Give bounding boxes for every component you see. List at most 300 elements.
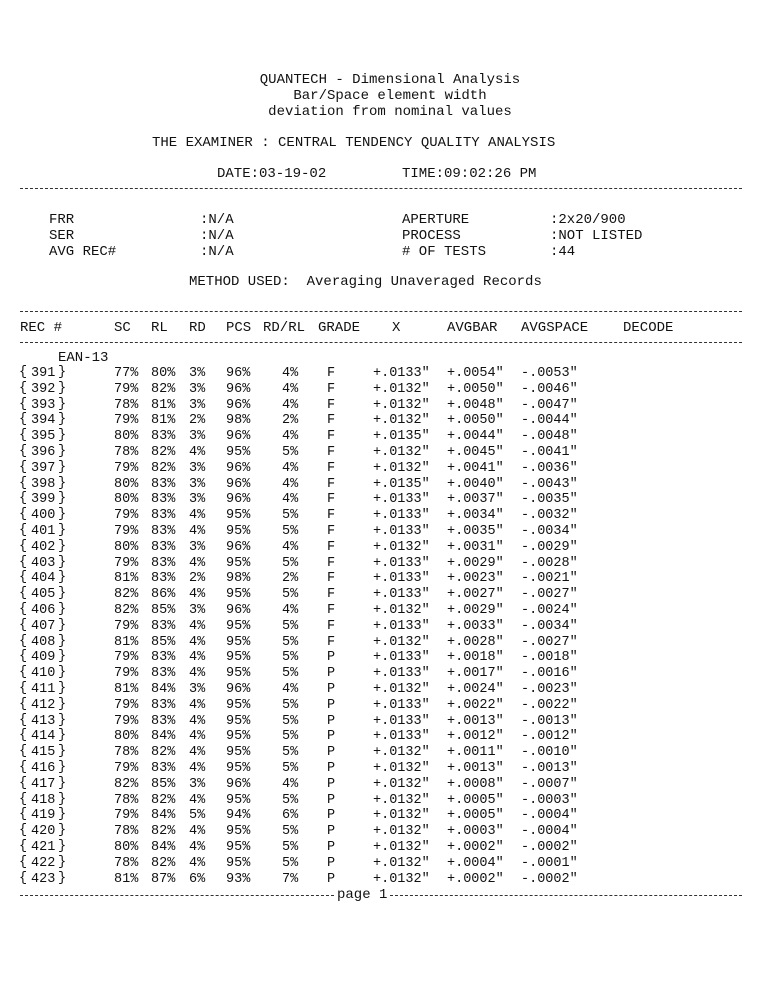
rd-value: 4% bbox=[189, 840, 206, 855]
rdrl-value: 4% bbox=[282, 460, 299, 476]
left-brace: { bbox=[19, 396, 28, 412]
rec-number: 416 bbox=[31, 761, 56, 776]
rdrl-value: 5% bbox=[282, 508, 299, 524]
rd-value: 4% bbox=[189, 618, 206, 634]
x-value: +.0132" bbox=[373, 460, 430, 476]
avgbar-value: +.0018" bbox=[447, 650, 504, 666]
pcs-value: 96% bbox=[226, 460, 251, 476]
col-header-x: X bbox=[392, 320, 401, 336]
sc-value: 79% bbox=[114, 381, 139, 397]
left-brace: { bbox=[19, 459, 28, 475]
x-value: +.0133" bbox=[373, 492, 430, 508]
avgbar-value: +.0029" bbox=[447, 603, 504, 618]
right-brace: } bbox=[58, 681, 67, 696]
sc-value: 79% bbox=[114, 713, 139, 729]
grade-value: P bbox=[327, 697, 336, 713]
x-value: +.0132" bbox=[373, 397, 430, 413]
pcs-value: 98% bbox=[226, 413, 251, 429]
rd-value: 6% bbox=[189, 871, 206, 887]
left-brace: { bbox=[19, 554, 28, 570]
left-brace: { bbox=[19, 617, 28, 633]
rl-value: 83% bbox=[151, 571, 176, 587]
sc-value: 82% bbox=[114, 776, 139, 792]
right-brace: } bbox=[58, 491, 67, 507]
rec-number: 412 bbox=[31, 697, 56, 713]
right-brace: } bbox=[58, 712, 67, 728]
param-value: :N/A bbox=[200, 228, 234, 244]
rec-number: 395 bbox=[31, 429, 56, 445]
avgspace-value: -.0012" bbox=[521, 729, 578, 745]
pcs-value: 95% bbox=[226, 445, 251, 460]
grade-value: F bbox=[327, 634, 336, 650]
pcs-value: 96% bbox=[226, 682, 251, 697]
rec-number: 399 bbox=[31, 492, 56, 508]
rdrl-value: 4% bbox=[282, 682, 299, 697]
pcs-value: 95% bbox=[226, 824, 251, 840]
left-brace: { bbox=[19, 712, 28, 728]
rl-value: 82% bbox=[151, 445, 176, 460]
avgbar-value: +.0002" bbox=[447, 871, 504, 887]
left-brace: { bbox=[19, 428, 28, 444]
rl-value: 83% bbox=[151, 476, 176, 492]
rd-value: 4% bbox=[189, 650, 206, 666]
rec-number: 422 bbox=[31, 855, 56, 871]
avgspace-value: -.0002" bbox=[521, 871, 578, 887]
right-brace: } bbox=[58, 696, 67, 712]
rdrl-value: 5% bbox=[282, 840, 299, 855]
rec-number: 405 bbox=[31, 587, 56, 603]
rd-value: 4% bbox=[189, 445, 206, 460]
rl-value: 83% bbox=[151, 697, 176, 713]
rec-number: 411 bbox=[31, 682, 56, 697]
left-brace: { bbox=[19, 570, 28, 586]
sc-value: 78% bbox=[114, 745, 139, 761]
rd-value: 4% bbox=[189, 761, 206, 776]
avgspace-value: -.0002" bbox=[521, 840, 578, 855]
avgspace-value: -.0043" bbox=[521, 476, 578, 492]
grade-value: P bbox=[327, 729, 336, 745]
sc-value: 79% bbox=[114, 808, 139, 824]
rd-value: 3% bbox=[189, 476, 206, 492]
rec-number: 417 bbox=[31, 776, 56, 792]
sc-value: 81% bbox=[114, 871, 139, 887]
rd-value: 4% bbox=[189, 634, 206, 650]
rd-value: 4% bbox=[189, 697, 206, 713]
rl-value: 84% bbox=[151, 840, 176, 855]
avgspace-value: -.0046" bbox=[521, 381, 578, 397]
x-value: +.0132" bbox=[373, 539, 430, 555]
avgspace-value: -.0047" bbox=[521, 397, 578, 413]
sc-value: 79% bbox=[114, 460, 139, 476]
col-header-rl: RL bbox=[151, 320, 168, 336]
rec-number: 391 bbox=[31, 366, 56, 381]
rec-number: 421 bbox=[31, 840, 56, 855]
rec-number: 393 bbox=[31, 397, 56, 413]
param-value: :44 bbox=[550, 244, 576, 260]
right-brace: } bbox=[58, 728, 67, 744]
right-brace: } bbox=[58, 538, 67, 554]
grade-value: P bbox=[327, 840, 336, 855]
avgspace-value: -.0022" bbox=[521, 697, 578, 713]
avgspace-value: -.0035" bbox=[521, 492, 578, 508]
sc-value: 80% bbox=[114, 729, 139, 745]
avgspace-value: -.0036" bbox=[521, 460, 578, 476]
x-value: +.0132" bbox=[373, 824, 430, 840]
rec-number: 397 bbox=[31, 460, 56, 476]
sc-value: 82% bbox=[114, 603, 139, 618]
separator bbox=[390, 895, 742, 896]
left-brace: { bbox=[19, 633, 28, 649]
x-value: +.0133" bbox=[373, 587, 430, 603]
right-brace: } bbox=[58, 633, 67, 649]
rdrl-value: 5% bbox=[282, 824, 299, 840]
pcs-value: 96% bbox=[226, 492, 251, 508]
left-brace: { bbox=[19, 823, 28, 839]
right-brace: } bbox=[58, 617, 67, 633]
avgbar-value: +.0050" bbox=[447, 381, 504, 397]
right-brace: } bbox=[58, 459, 67, 475]
right-brace: } bbox=[58, 412, 67, 428]
avgspace-value: -.0044" bbox=[521, 413, 578, 429]
x-value: +.0132" bbox=[373, 761, 430, 776]
report-time: TIME:09:02:26 PM bbox=[402, 166, 537, 182]
avgbar-value: +.0033" bbox=[447, 618, 504, 634]
rdrl-value: 4% bbox=[282, 776, 299, 792]
grade-value: F bbox=[327, 618, 336, 634]
left-brace: { bbox=[19, 538, 28, 554]
x-value: +.0132" bbox=[373, 792, 430, 808]
right-brace: } bbox=[58, 807, 67, 823]
pcs-value: 95% bbox=[226, 587, 251, 603]
grade-value: F bbox=[327, 603, 336, 618]
report-subtitle-line3: deviation from nominal values bbox=[268, 104, 512, 120]
avgspace-value: -.0027" bbox=[521, 634, 578, 650]
param-value: :NOT LISTED bbox=[550, 228, 643, 244]
avgbar-value: +.0013" bbox=[447, 713, 504, 729]
x-value: +.0132" bbox=[373, 413, 430, 429]
left-brace: { bbox=[19, 602, 28, 617]
pcs-value: 93% bbox=[226, 871, 251, 887]
rec-number: 394 bbox=[31, 413, 56, 429]
avgbar-value: +.0008" bbox=[447, 776, 504, 792]
rdrl-value: 6% bbox=[282, 808, 299, 824]
x-value: +.0133" bbox=[373, 366, 430, 381]
pcs-value: 95% bbox=[226, 745, 251, 761]
avgbar-value: +.0044" bbox=[447, 429, 504, 445]
grade-value: P bbox=[327, 855, 336, 871]
left-brace: { bbox=[19, 728, 28, 744]
avgspace-value: -.0013" bbox=[521, 761, 578, 776]
pcs-value: 95% bbox=[226, 855, 251, 871]
sc-value: 78% bbox=[114, 445, 139, 460]
grade-value: F bbox=[327, 413, 336, 429]
left-brace: { bbox=[19, 523, 28, 538]
grade-value: F bbox=[327, 539, 336, 555]
avgbar-value: +.0054" bbox=[447, 366, 504, 381]
avgbar-value: +.0035" bbox=[447, 524, 504, 539]
right-brace: } bbox=[58, 444, 67, 459]
avgbar-value: +.0005" bbox=[447, 792, 504, 808]
left-brace: { bbox=[19, 365, 28, 380]
rl-value: 84% bbox=[151, 682, 176, 697]
x-value: +.0132" bbox=[373, 840, 430, 855]
param-label: FRR bbox=[49, 212, 75, 228]
pcs-value: 95% bbox=[226, 729, 251, 745]
pcs-value: 95% bbox=[226, 840, 251, 855]
left-brace: { bbox=[19, 665, 28, 681]
x-value: +.0132" bbox=[373, 634, 430, 650]
avgbar-value: +.0037" bbox=[447, 492, 504, 508]
pcs-value: 96% bbox=[226, 603, 251, 618]
rec-number: 419 bbox=[31, 808, 56, 824]
separator bbox=[20, 895, 334, 896]
col-header-avgbar: AVGBAR bbox=[447, 320, 498, 336]
right-brace: } bbox=[58, 396, 67, 412]
avgbar-value: +.0048" bbox=[447, 397, 504, 413]
right-brace: } bbox=[58, 870, 67, 886]
grade-value: F bbox=[327, 445, 336, 460]
param-label: AVG REC# bbox=[49, 244, 117, 260]
rdrl-value: 4% bbox=[282, 381, 299, 397]
rl-value: 83% bbox=[151, 429, 176, 445]
param-value: :N/A bbox=[200, 212, 234, 228]
avgbar-value: +.0041" bbox=[447, 460, 504, 476]
avgbar-value: +.0050" bbox=[447, 413, 504, 429]
sc-value: 80% bbox=[114, 476, 139, 492]
param-label: # OF TESTS bbox=[402, 244, 487, 260]
rd-value: 3% bbox=[189, 682, 206, 697]
pcs-value: 96% bbox=[226, 381, 251, 397]
col-header-avgspace: AVGSPACE bbox=[521, 320, 589, 336]
avgspace-value: -.0041" bbox=[521, 445, 578, 460]
rl-value: 85% bbox=[151, 776, 176, 792]
x-value: +.0133" bbox=[373, 618, 430, 634]
right-brace: } bbox=[58, 523, 67, 538]
right-brace: } bbox=[58, 428, 67, 444]
sc-value: 81% bbox=[114, 634, 139, 650]
avgspace-value: -.0053" bbox=[521, 366, 578, 381]
avgbar-value: +.0004" bbox=[447, 855, 504, 871]
rl-value: 83% bbox=[151, 492, 176, 508]
avgspace-value: -.0032" bbox=[521, 508, 578, 524]
sc-value: 79% bbox=[114, 697, 139, 713]
left-brace: { bbox=[19, 412, 28, 428]
pcs-value: 95% bbox=[226, 792, 251, 808]
rd-value: 4% bbox=[189, 824, 206, 840]
left-brace: { bbox=[19, 870, 28, 886]
rl-value: 82% bbox=[151, 460, 176, 476]
grade-value: P bbox=[327, 745, 336, 761]
left-brace: { bbox=[19, 791, 28, 807]
rec-number: 414 bbox=[31, 729, 56, 745]
x-value: +.0132" bbox=[373, 808, 430, 824]
rdrl-value: 5% bbox=[282, 524, 299, 539]
avgspace-value: -.0010" bbox=[521, 745, 578, 761]
grade-value: F bbox=[327, 460, 336, 476]
rec-number: 403 bbox=[31, 555, 56, 571]
rd-value: 4% bbox=[189, 855, 206, 871]
rec-number: 415 bbox=[31, 745, 56, 761]
rd-value: 3% bbox=[189, 366, 206, 381]
rdrl-value: 5% bbox=[282, 697, 299, 713]
left-brace: { bbox=[19, 507, 28, 523]
pcs-value: 96% bbox=[226, 366, 251, 381]
rl-value: 83% bbox=[151, 524, 176, 539]
separator bbox=[20, 311, 742, 312]
rd-value: 2% bbox=[189, 571, 206, 587]
grade-value: P bbox=[327, 792, 336, 808]
pcs-value: 95% bbox=[226, 650, 251, 666]
right-brace: } bbox=[58, 760, 67, 775]
grade-value: P bbox=[327, 824, 336, 840]
rec-number: 396 bbox=[31, 445, 56, 460]
rd-value: 4% bbox=[189, 587, 206, 603]
rec-number: 418 bbox=[31, 792, 56, 808]
sc-value: 78% bbox=[114, 855, 139, 871]
report-date: DATE:03-19-02 bbox=[217, 166, 327, 182]
rd-value: 2% bbox=[189, 413, 206, 429]
separator bbox=[20, 342, 742, 343]
avgbar-value: +.0012" bbox=[447, 729, 504, 745]
rdrl-value: 5% bbox=[282, 618, 299, 634]
pcs-value: 96% bbox=[226, 539, 251, 555]
rd-value: 4% bbox=[189, 524, 206, 539]
grade-value: P bbox=[327, 650, 336, 666]
avgbar-value: +.0034" bbox=[447, 508, 504, 524]
rd-value: 3% bbox=[189, 460, 206, 476]
rdrl-value: 4% bbox=[282, 429, 299, 445]
rl-value: 84% bbox=[151, 729, 176, 745]
x-value: +.0133" bbox=[373, 555, 430, 571]
grade-value: F bbox=[327, 366, 336, 381]
avgspace-value: -.0004" bbox=[521, 824, 578, 840]
rd-value: 3% bbox=[189, 381, 206, 397]
right-brace: } bbox=[58, 744, 67, 760]
rl-value: 83% bbox=[151, 713, 176, 729]
avgbar-value: +.0017" bbox=[447, 666, 504, 682]
right-brace: } bbox=[58, 570, 67, 586]
param-label: SER bbox=[49, 228, 75, 244]
sc-value: 79% bbox=[114, 413, 139, 429]
avgbar-value: +.0027" bbox=[447, 587, 504, 603]
left-brace: { bbox=[19, 380, 28, 396]
grade-value: F bbox=[327, 571, 336, 587]
x-value: +.0132" bbox=[373, 855, 430, 871]
grade-value: F bbox=[327, 587, 336, 603]
left-brace: { bbox=[19, 760, 28, 775]
grade-value: P bbox=[327, 871, 336, 887]
avgbar-value: +.0023" bbox=[447, 571, 504, 587]
page-number: page 1 bbox=[337, 887, 388, 903]
rd-value: 4% bbox=[189, 666, 206, 682]
rl-value: 82% bbox=[151, 792, 176, 808]
grade-value: F bbox=[327, 381, 336, 397]
x-value: +.0133" bbox=[373, 571, 430, 587]
rec-number: 406 bbox=[31, 603, 56, 618]
left-brace: { bbox=[19, 775, 28, 791]
rl-value: 83% bbox=[151, 761, 176, 776]
rl-value: 83% bbox=[151, 650, 176, 666]
rd-value: 4% bbox=[189, 555, 206, 571]
sc-value: 77% bbox=[114, 366, 139, 381]
sc-value: 78% bbox=[114, 397, 139, 413]
right-brace: } bbox=[58, 649, 67, 665]
left-brace: { bbox=[19, 444, 28, 459]
x-value: +.0132" bbox=[373, 381, 430, 397]
x-value: +.0133" bbox=[373, 650, 430, 666]
rdrl-value: 5% bbox=[282, 666, 299, 682]
rdrl-value: 4% bbox=[282, 603, 299, 618]
rd-value: 4% bbox=[189, 729, 206, 745]
grade-value: F bbox=[327, 397, 336, 413]
x-value: +.0132" bbox=[373, 603, 430, 618]
rdrl-value: 5% bbox=[282, 855, 299, 871]
pcs-value: 94% bbox=[226, 808, 251, 824]
grade-value: F bbox=[327, 429, 336, 445]
avgbar-value: +.0003" bbox=[447, 824, 504, 840]
rd-value: 3% bbox=[189, 776, 206, 792]
sc-value: 79% bbox=[114, 508, 139, 524]
right-brace: } bbox=[58, 839, 67, 854]
avgspace-value: -.0029" bbox=[521, 539, 578, 555]
avgspace-value: -.0001" bbox=[521, 855, 578, 871]
sc-value: 79% bbox=[114, 666, 139, 682]
sc-value: 78% bbox=[114, 824, 139, 840]
avgspace-value: -.0024" bbox=[521, 603, 578, 618]
rdrl-value: 5% bbox=[282, 587, 299, 603]
param-value: :2x20/900 bbox=[550, 212, 626, 228]
rec-number: 392 bbox=[31, 381, 56, 397]
rd-value: 3% bbox=[189, 603, 206, 618]
sc-value: 81% bbox=[114, 571, 139, 587]
right-brace: } bbox=[58, 475, 67, 491]
rdrl-value: 2% bbox=[282, 571, 299, 587]
rec-number: 410 bbox=[31, 666, 56, 682]
rec-number: 420 bbox=[31, 824, 56, 840]
pcs-value: 95% bbox=[226, 666, 251, 682]
rdrl-value: 5% bbox=[282, 745, 299, 761]
rd-value: 3% bbox=[189, 492, 206, 508]
avgbar-value: +.0005" bbox=[447, 808, 504, 824]
avgbar-value: +.0002" bbox=[447, 840, 504, 855]
report-subtitle-line2: Bar/Space element width bbox=[293, 88, 487, 104]
x-value: +.0133" bbox=[373, 524, 430, 539]
rec-number: 401 bbox=[31, 524, 56, 539]
avgspace-value: -.0034" bbox=[521, 618, 578, 634]
param-label: APERTURE bbox=[402, 212, 470, 228]
avgspace-value: -.0027" bbox=[521, 587, 578, 603]
avgbar-value: +.0013" bbox=[447, 761, 504, 776]
avgspace-value: -.0034" bbox=[521, 524, 578, 539]
rd-value: 4% bbox=[189, 508, 206, 524]
col-header-grade: GRADE bbox=[318, 320, 361, 336]
param-label: PROCESS bbox=[402, 228, 461, 244]
sc-value: 80% bbox=[114, 539, 139, 555]
rl-value: 84% bbox=[151, 808, 176, 824]
rdrl-value: 5% bbox=[282, 634, 299, 650]
sc-value: 78% bbox=[114, 792, 139, 808]
rl-value: 85% bbox=[151, 603, 176, 618]
x-value: +.0132" bbox=[373, 445, 430, 460]
right-brace: } bbox=[58, 507, 67, 523]
left-brace: { bbox=[19, 744, 28, 760]
sc-value: 79% bbox=[114, 524, 139, 539]
rd-value: 4% bbox=[189, 745, 206, 761]
right-brace: } bbox=[58, 380, 67, 396]
rdrl-value: 5% bbox=[282, 713, 299, 729]
rdrl-value: 2% bbox=[282, 413, 299, 429]
avgspace-value: -.0004" bbox=[521, 808, 578, 824]
